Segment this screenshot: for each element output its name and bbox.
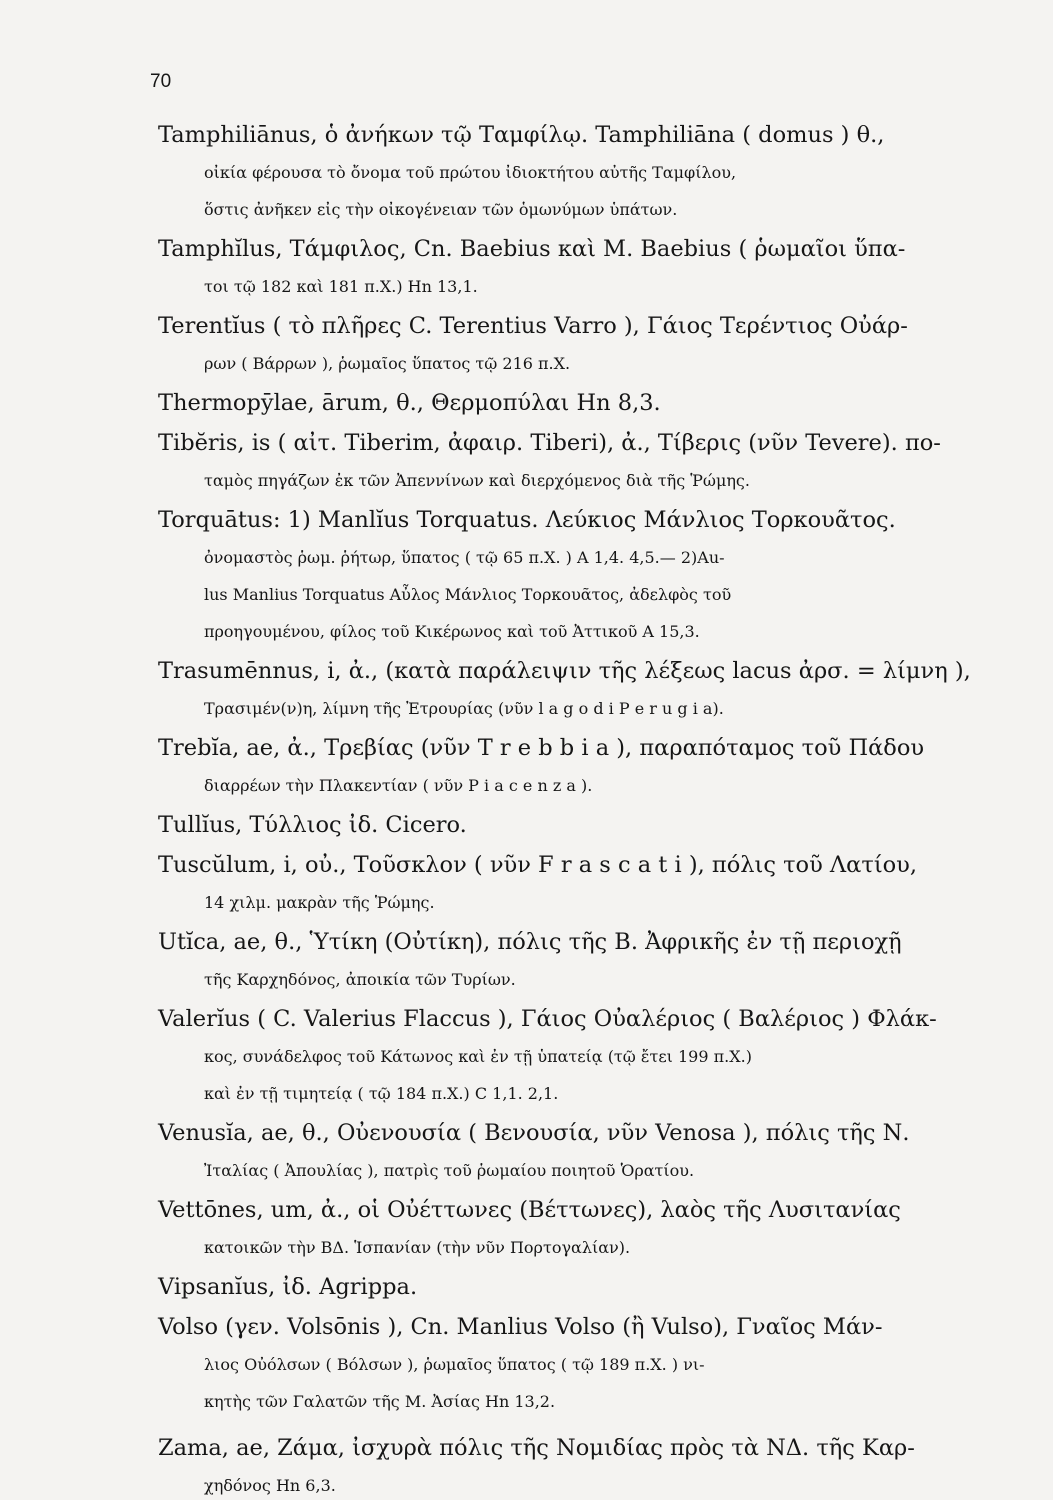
entry-continuation-line: λιος Οὐόλσων ( Βόλσων ), ῥωμαῖος ὕπατος ( τῷ 189 π.Χ. ) νι- <box>204 1355 705 1374</box>
glossary-entries <box>158 117 1026 1500</box>
entry-continuation-line: τοι τῷ 182 καὶ 181 π.Χ.) Hn 13,1. <box>204 277 478 296</box>
entry-headword-line: Venusĭa, ae, θ., Οὐενουσία ( Βενουσία, νῦν Venosa ), πόλις τῆς Ν. <box>158 1120 910 1146</box>
entry-headword-line: Tibĕris, is ( αἰτ. Tiberim, ἀφαιρ. Tiberi), ἀ., Τίβερις (νῦν Tevere). πο- <box>158 430 941 456</box>
entry-continuation-line: ταμὸς πηγάζων ἐκ τῶν Ἀπεννίνων καὶ διερχόμενος διὰ τῆς Ῥώμης. <box>204 471 750 490</box>
glossary-entry <box>158 1309 1026 1420</box>
entry-continuation-line: 14 χιλμ. μακρὰν τῆς Ῥώμης. <box>204 893 435 912</box>
glossary-entry <box>158 1430 1026 1500</box>
entry-headword-line: Tuscŭlum, i, οὐ., Τοῦσκλον ( νῦν F r a s c a t i ), πόλις τοῦ Λατίου, <box>158 852 918 878</box>
entry-continuation-line: καὶ ἐν τῇ τιμητείᾳ ( τῷ 184 π.Χ.) C 1,1. 2,1. <box>204 1084 559 1103</box>
entry-continuation-line: lus Manlius Torquatus Αὖλος Μάνλιος Τορκουᾶτος, ἀδελφὸς τοῦ <box>204 585 732 604</box>
page-number: 70 <box>150 71 172 92</box>
entry-headword-line: Tullĭus, Τύλλιος ἰδ. Cicero. <box>158 812 467 838</box>
glossary-entry <box>158 924 1026 998</box>
entry-continuation-line: τῆς Καρχηδόνος, ἀποικία τῶν Τυρίων. <box>204 970 516 989</box>
entry-continuation-line: οἰκία φέρουσα τὸ ὄνομα τοῦ πρώτου ἰδιοκτήτου αὐτῆς Ταμφίλου, <box>204 163 737 182</box>
glossary-entry <box>158 1269 1026 1306</box>
entry-continuation-line: διαρρέων τὴν Πλακεντίαν ( νῦν P i a c e n z a ). <box>204 776 593 795</box>
entry-headword-line: Vipsanĭus, ἰδ. Agrippa. <box>158 1274 418 1300</box>
glossary-entry <box>158 385 1026 422</box>
glossary-entry <box>158 231 1026 305</box>
entry-headword-line: Trebĭa, ae, ἀ., Τρεβίας (νῦν T r e b b i a ), παραπόταμος τοῦ Πάδου <box>158 735 925 761</box>
glossary-entry <box>158 847 1026 921</box>
entry-headword-line: Tamphiliānus, ὁ ἀνήκων τῷ Ταμφίλῳ. Tamphiliāna ( domus ) θ., <box>158 122 885 148</box>
entry-continuation-line: κος, συνάδελφος τοῦ Κάτωνος καὶ ἐν τῇ ὑπατείᾳ (τῷ ἔτει 199 π.Χ.) <box>204 1047 752 1066</box>
entry-headword-line: Valerĭus ( C. Valerius Flaccus ), Γάιος Οὐαλέριος ( Βαλέριος ) Φλάκ- <box>158 1006 937 1032</box>
glossary-entry <box>158 425 1026 499</box>
glossary-entry <box>158 807 1026 844</box>
entry-continuation-line: Ἰταλίας ( Ἀπουλίας ), πατρὶς τοῦ ῥωμαίου ποιητοῦ Ὁρατίου. <box>204 1161 695 1180</box>
entry-headword-line: Tamphĭlus, Τάμφιλος, Cn. Baebius καὶ M. Baebius ( ῥωμαῖοι ὕπα- <box>158 236 906 262</box>
entry-continuation-line: ρων ( Βάρρων ), ῥωμαῖος ὕπατος τῷ 216 π.Χ. <box>204 354 571 373</box>
entry-continuation-line: ὅστις ἀνῆκεν εἰς τὴν οἰκογένειαν τῶν ὁμωνύμων ὑπάτων. <box>204 200 678 219</box>
glossary-entry <box>158 308 1026 382</box>
glossary-entry <box>158 653 1026 727</box>
entry-headword-line: Torquātus: 1) Manlĭus Torquatus. Λεύκιος Μάνλιος Τορκουᾶτος. <box>158 507 896 533</box>
entry-continuation-line: προηγουμένου, φίλος τοῦ Κικέρωνος καὶ τοῦ Ἀττικοῦ A 15,3. <box>204 622 700 641</box>
entry-headword-line: Zama, ae, Ζάμα, ἰσχυρὰ πόλις τῆς Νομιδίας πρὸς τὰ ΝΔ. τῆς Καρ- <box>158 1435 915 1461</box>
entry-headword-line: Terentĭus ( τὸ πλῆρες C. Terentius Varro ), Γάιος Τερέντιος Οὐάρ- <box>158 313 908 339</box>
glossary-entry <box>158 1115 1026 1189</box>
entry-continuation-line: χηδόνος Hn 6,3. <box>204 1476 336 1495</box>
entry-continuation-line: κατοικῶν τὴν ΒΔ. Ἱσπανίαν (τὴν νῦν Πορτογαλίαν). <box>204 1238 631 1257</box>
entry-headword-line: Volso (γεν. Volsōnis ), Cn. Manlius Volso (ἢ Vulso), Γναῖος Μάν- <box>158 1314 883 1340</box>
entry-headword-line: Vettōnes, um, ἀ., οἱ Οὐέττωνες (Βέττωνες), λαὸς τῆς Λυσιτανίας <box>158 1197 901 1223</box>
glossary-entry <box>158 1001 1026 1112</box>
entry-continuation-line: Τρασιμέν(ν)η, λίμνη τῆς Ἐτρουρίας (νῦν l a g o d i P e r u g i a). <box>204 699 724 718</box>
glossary-entry <box>158 1192 1026 1266</box>
glossary-entry <box>158 730 1026 804</box>
glossary-entry <box>158 502 1026 650</box>
glossary-entry <box>158 117 1026 228</box>
entry-continuation-line: ὀνομαστὸς ῥωμ. ῥήτωρ, ὕπατος ( τῷ 65 π.Χ. ) A 1,4. 4,5.— 2)Au- <box>204 548 725 567</box>
entry-headword-line: Trasumēnnus, i, ἀ., (κατὰ παράλειψιν τῆς λέξεως lacus ἀρσ. = λίμνη ), <box>158 658 971 684</box>
entry-continuation-line: κητὴς τῶν Γαλατῶν τῆς Μ. Ἀσίας Hn 13,2. <box>204 1392 556 1411</box>
entry-headword-line: Thermopȳlae, ārum, θ., Θερμοπύλαι Hn 8,3. <box>158 390 661 416</box>
entry-headword-line: Utĭca, ae, θ., Ὑτίκη (Οὐτίκη), πόλις τῆς Β. Ἀφρικῆς ἐν τῇ περιοχῇ <box>158 929 902 955</box>
